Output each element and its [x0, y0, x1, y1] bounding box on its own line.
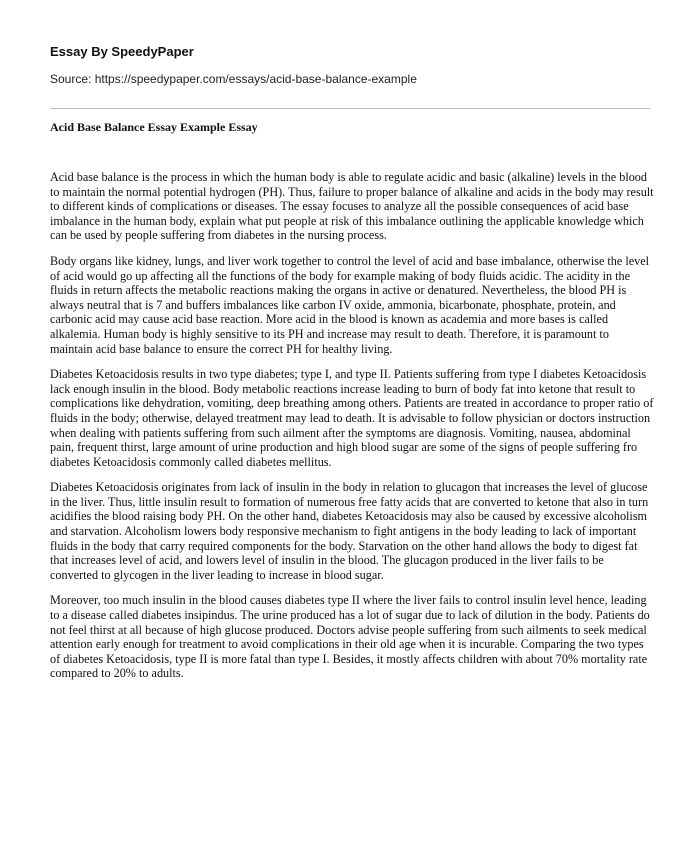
paragraph-3: Diabetes Ketoacidosis results in two type diabetes; type I, and type II. Patients suffering from type I diabetes Ketoacidosis lack enough insulin in the blood. Body metabolic reactions increase leading to burn of body fat into ketone that result to complications like dehydration, vomiting, deep breathing among others. Patients are treated in accordance to proper ratio of fluids in the body; otherwise, delayed treatment may lead to death. It is advisable to follow physician or doctors instruction when dealing with patients suffering from such ailment after the symptoms are diagnosis. Vomiting, nausea, abdominal pain, frequent thirst, large amount of urine production and high blood sugar are some of the signs of people suffering fro diabetes Ketoacidosis commonly called diabetes mellitus. — [50, 367, 654, 469]
source-url: Source: https://speedypaper.com/essays/acid-base-balance-example — [50, 72, 417, 86]
essay-title: Acid Base Balance Essay Example Essay — [50, 120, 258, 134]
paragraph-5: Moreover, too much insulin in the blood causes diabetes type II where the liver fails to control insulin level hence, leading to a disease called diabetes insipindus. The urine produced has a lot of sugar due to lack of dilution in the body. Patients do not feel thirst at all because of high glucose produced. Doctors advise people suffering from such ailments to seek medical attention early enough for treatment to avoid complications in their old age when it is incurable. Comparing the two types of diabetes Ketoacidosis, type II is more fatal than type I. Besides, it mostly affects children with about 70% mortality rate compared to 20% to adults. — [50, 593, 650, 681]
paragraph-2: Body organs like kidney, lungs, and liver work together to control the level of acid and base imbalance, otherwise the level of acid would go up affecting all the functions of the body for example making of body fluids acidic. The acidity in the fluids in return affects the metabolic reactions making the organs in active or denatured. Nevertheless, the blood PH is always neutral that is 7 and buffers imbalances like carbon IV oxide, ammonia, bicarbonate, phosphate, protein, and carbonic acid may cause acid base reaction. More acid in the blood is known as academia and more bases is called alkalemia. Human body is highly sensitive to its PH and increase may result to death. Therefore, it is paramount to maintain acid base balance to ensure the correct PH for healthy living. — [50, 253, 650, 356]
paragraph-4: Diabetes Ketoacidosis originates from lack of insulin in the body in relation to glucagon that increases the level of glucose in the liver. Thus, little insulin result to formation of numerous free fatty acids that are converted to ketone that also in turn acidifies the blood raising body PH. On the other hand, diabetes Ketoacidosis may also be caused by excessive alcoholism and starvation. Alcoholism lowers body responsive mechanism to fight antigens in the body leading to lack of important fluids in the body that carry required components for the body. Starvation on the other hand allows the body to digest fat that increases level of acid, and lowers level of insulin in the blood. The glucagon produced in the liver fails to be converted to glycogen in the liver leading to increase in blood sugar. — [50, 480, 649, 582]
header-divider — [50, 108, 650, 109]
brand-header: Essay By SpeedyPaper — [50, 44, 194, 59]
paragraph-1: Acid base balance is the process in which the human body is able to regulate acidic and basic (alkaline) levels in the blood to maintain the normal potential hydrogen (PH). Thus, failure to proper balance of alkaline and acids in the body may result to different kinds of complications or diseases. The essay focuses to analyze all the possible consequences of acid base imbalance in the human body, explain what put people at risk of this imbalance outlining the applicable knowledge which can be used by people suffering from diabetes in the nursing process. — [50, 170, 654, 243]
essay-body — [50, 170, 654, 692]
